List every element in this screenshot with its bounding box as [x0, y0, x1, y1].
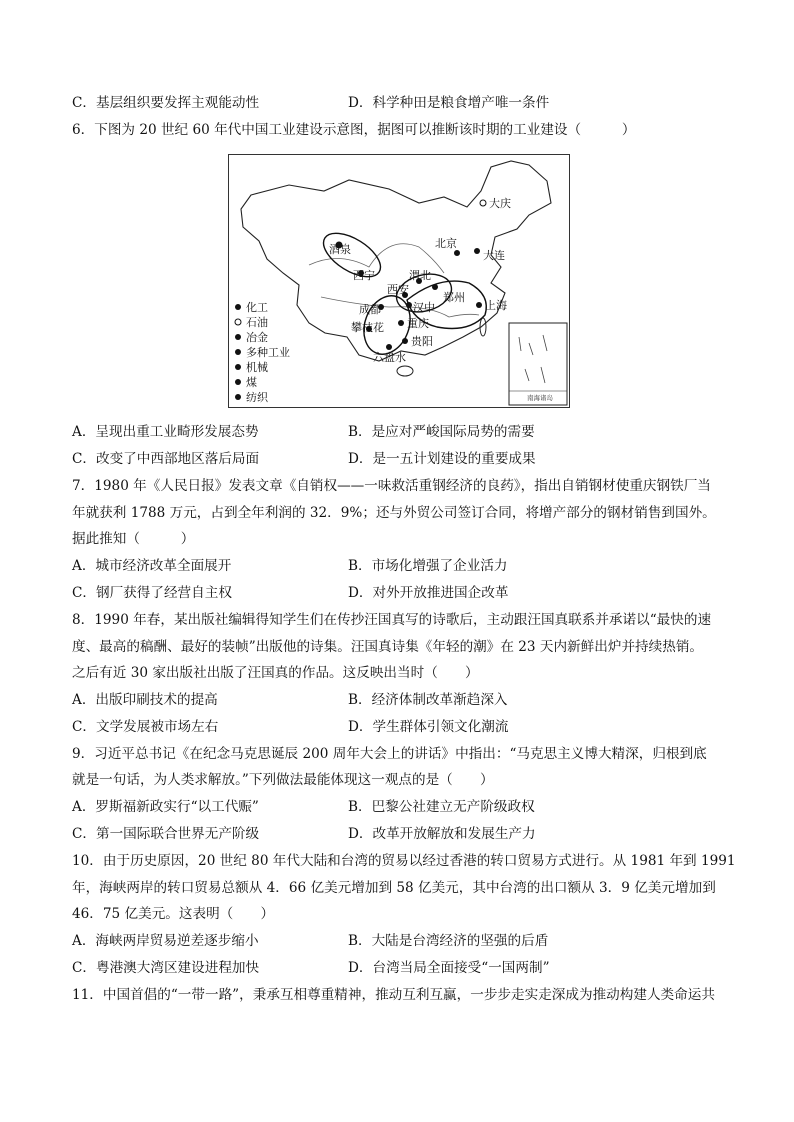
city-label-chengdu: 成都: [359, 303, 381, 316]
legend-label-chemical: 化工: [246, 301, 268, 314]
q6-option-d: D．是一五计划建设的重要成果: [348, 451, 536, 467]
q11-line-1: 11．中国首倡的“一带一路”，秉承互相尊重精神，推动互利互赢，一步步走实走深成为推动构建人类命运共: [72, 987, 715, 1003]
q8-option-d: D．学生群体引领文化潮流: [348, 719, 509, 735]
q7-option-a: A．城市经济改革全面展开: [72, 558, 232, 574]
south-china-sea-inset: [509, 323, 567, 405]
q7-line-1: 7．1980 年《人民日报》发表文章《自销权——一味救活重钢经济的良药》，指出自销钢材使重庆钢铁厂当: [72, 478, 711, 494]
legend-marker-oil: [235, 319, 241, 325]
legend-label-metallurgy: 冶金: [246, 331, 268, 344]
marker-zhengzhou: [432, 284, 438, 290]
legend-marker-textile: [235, 394, 241, 400]
q8-option-c: C．文学发展被市场左右: [72, 719, 219, 735]
q5-option-c: C．基层组织要发挥主观能动性: [72, 95, 260, 111]
q10-line-2: 年，海峡两岸的转口贸易总额从 4．66 亿美元增加到 58 亿美元，其中台湾的出口额从 3．9 亿美元增加到: [72, 880, 716, 896]
q9-option-c: C．第一国际联合世界无产阶级: [72, 826, 260, 842]
q8-option-a: A．出版印刷技术的提高: [72, 692, 218, 708]
q8-line-1: 8．1990 年春，某出版社编辑得知学生们在传抄汪国真写的诗歌后，主动跟汪国真联系并承诺以“最快的速: [72, 612, 712, 628]
marker-dalian: [474, 248, 480, 254]
city-label-hanzhong: 汉中: [413, 301, 435, 314]
legend-marker-metallurgy: [235, 334, 241, 340]
q9-line-2: 就是一句话，为人类求解放。”下列做法最能体现这一观点的是（ ）: [72, 772, 494, 788]
city-label-jiuquan: 酒泉: [329, 243, 351, 256]
q7-line-2: 年就获利 1788 万元，占到全年利润的 32．9%；还与外贸公司签订合同，将增产部分的钢材销售到国外。: [72, 505, 716, 521]
marker-daqing: [480, 200, 486, 206]
legend-label-oil: 石油: [246, 316, 268, 329]
q10-option-a: A．海峡两岸贸易逆差逐步缩小: [72, 933, 259, 949]
hainan-island: [397, 366, 413, 376]
city-label-panzhihua: 攀枝花: [351, 321, 384, 334]
legend-label-textile: 纺织: [246, 391, 268, 404]
marker-beijing: [454, 250, 460, 256]
legend-marker-machinery: [235, 364, 241, 370]
q10-option-c: C．粤港澳大湾区建设进程加快: [72, 960, 260, 976]
marker-chongqing: [398, 320, 404, 326]
q10-option-b: B．大陆是台湾经济的坚强的后盾: [348, 933, 549, 949]
city-label-xining: 西宁: [353, 269, 375, 282]
city-label-zhengzhou: 郑州: [443, 291, 465, 304]
q5-option-d: D．科学种田是粮食增产唯一条件: [348, 95, 550, 111]
legend-marker-chemical: [235, 304, 241, 310]
map-legend: [235, 300, 290, 404]
q7-option-c: C．钢厂获得了经营自主权: [72, 585, 232, 601]
q9-option-a: A．罗斯福新政实行“以工代赈”: [72, 799, 259, 815]
city-label-weibei: 渭北: [409, 269, 431, 282]
city-label-liupanshui: 六盘水: [373, 351, 406, 364]
q6-option-b: B．是应对严峻国际局势的需要: [348, 424, 535, 440]
q9-line-1: 9．习近平总书记《在纪念马克思诞辰 200 周年大会上的讲话》中指出：“马克思主义博大精深，归根到底: [72, 746, 707, 762]
city-label-dalian: 大连: [483, 249, 505, 262]
marker-liupanshui: [386, 344, 392, 350]
q6-stem: 6．下图为 20 世纪 60 年代中国工业建设示意图，据图可以推断该时期的工业建设（ ）: [72, 122, 636, 138]
marker-shanghai: [476, 302, 482, 308]
legend-label-coal: 煤: [246, 376, 257, 389]
q8-line-2: 度、最高的稿酬、最好的装帧”出版他的诗集。汪国真诗集《年轻的潮》在 23 天内新鲜出炉并持续热销。: [72, 639, 704, 655]
q10-line-3: 46．75 亿美元。这表明（ ）: [72, 906, 275, 922]
legend-label-multi-industry: 多种工业: [246, 346, 290, 359]
q10-line-1: 10．由于历史原因，20 世纪 80 年代大陆和台湾的贸易以经过香港的转口贸易方式进行。从 1981 年到 1991: [72, 853, 736, 869]
legend-label-machinery: 机械: [246, 361, 268, 374]
q7-line-3: 据此推知（ ）: [72, 531, 195, 547]
city-label-chongqing: 重庆: [407, 317, 429, 330]
q8-line-3: 之后有近 30 家出版社出版了汪国真的作品。这反映出当时（ ）: [72, 665, 479, 681]
china-industry-map: [228, 154, 570, 408]
legend-marker-coal: [235, 379, 241, 385]
legend-marker-multi-industry: [235, 349, 241, 355]
q6-option-c: C．改变了中西部地区落后局面: [72, 451, 260, 467]
marker-hanzhong: [406, 302, 412, 308]
inset-label: 南海诸岛: [527, 394, 553, 402]
city-label-xian: 西安: [387, 283, 409, 296]
zone-jiuquan: [316, 224, 387, 285]
city-label-shanghai: 上海: [485, 299, 507, 312]
q10-option-d: D．台湾当局全面接受“一国两制”: [348, 960, 550, 976]
q9-option-d: D．改革开放解放和发展生产力: [348, 826, 536, 842]
city-label-guiyang: 贵阳: [411, 335, 433, 348]
q6-option-a: A．呈现出重工业畸形发展态势: [72, 424, 259, 440]
city-label-beijing: 北京: [435, 237, 457, 250]
q7-option-b: B．市场化增强了企业活力: [348, 558, 508, 574]
q8-option-b: B．经济体制改革渐趋深入: [348, 692, 508, 708]
q9-option-b: B．巴黎公社建立无产阶级政权: [348, 799, 535, 815]
marker-guiyang: [402, 338, 408, 344]
q7-option-d: D．对外开放推进国企改革: [348, 585, 509, 601]
city-label-daqing: 大庆: [489, 197, 511, 210]
